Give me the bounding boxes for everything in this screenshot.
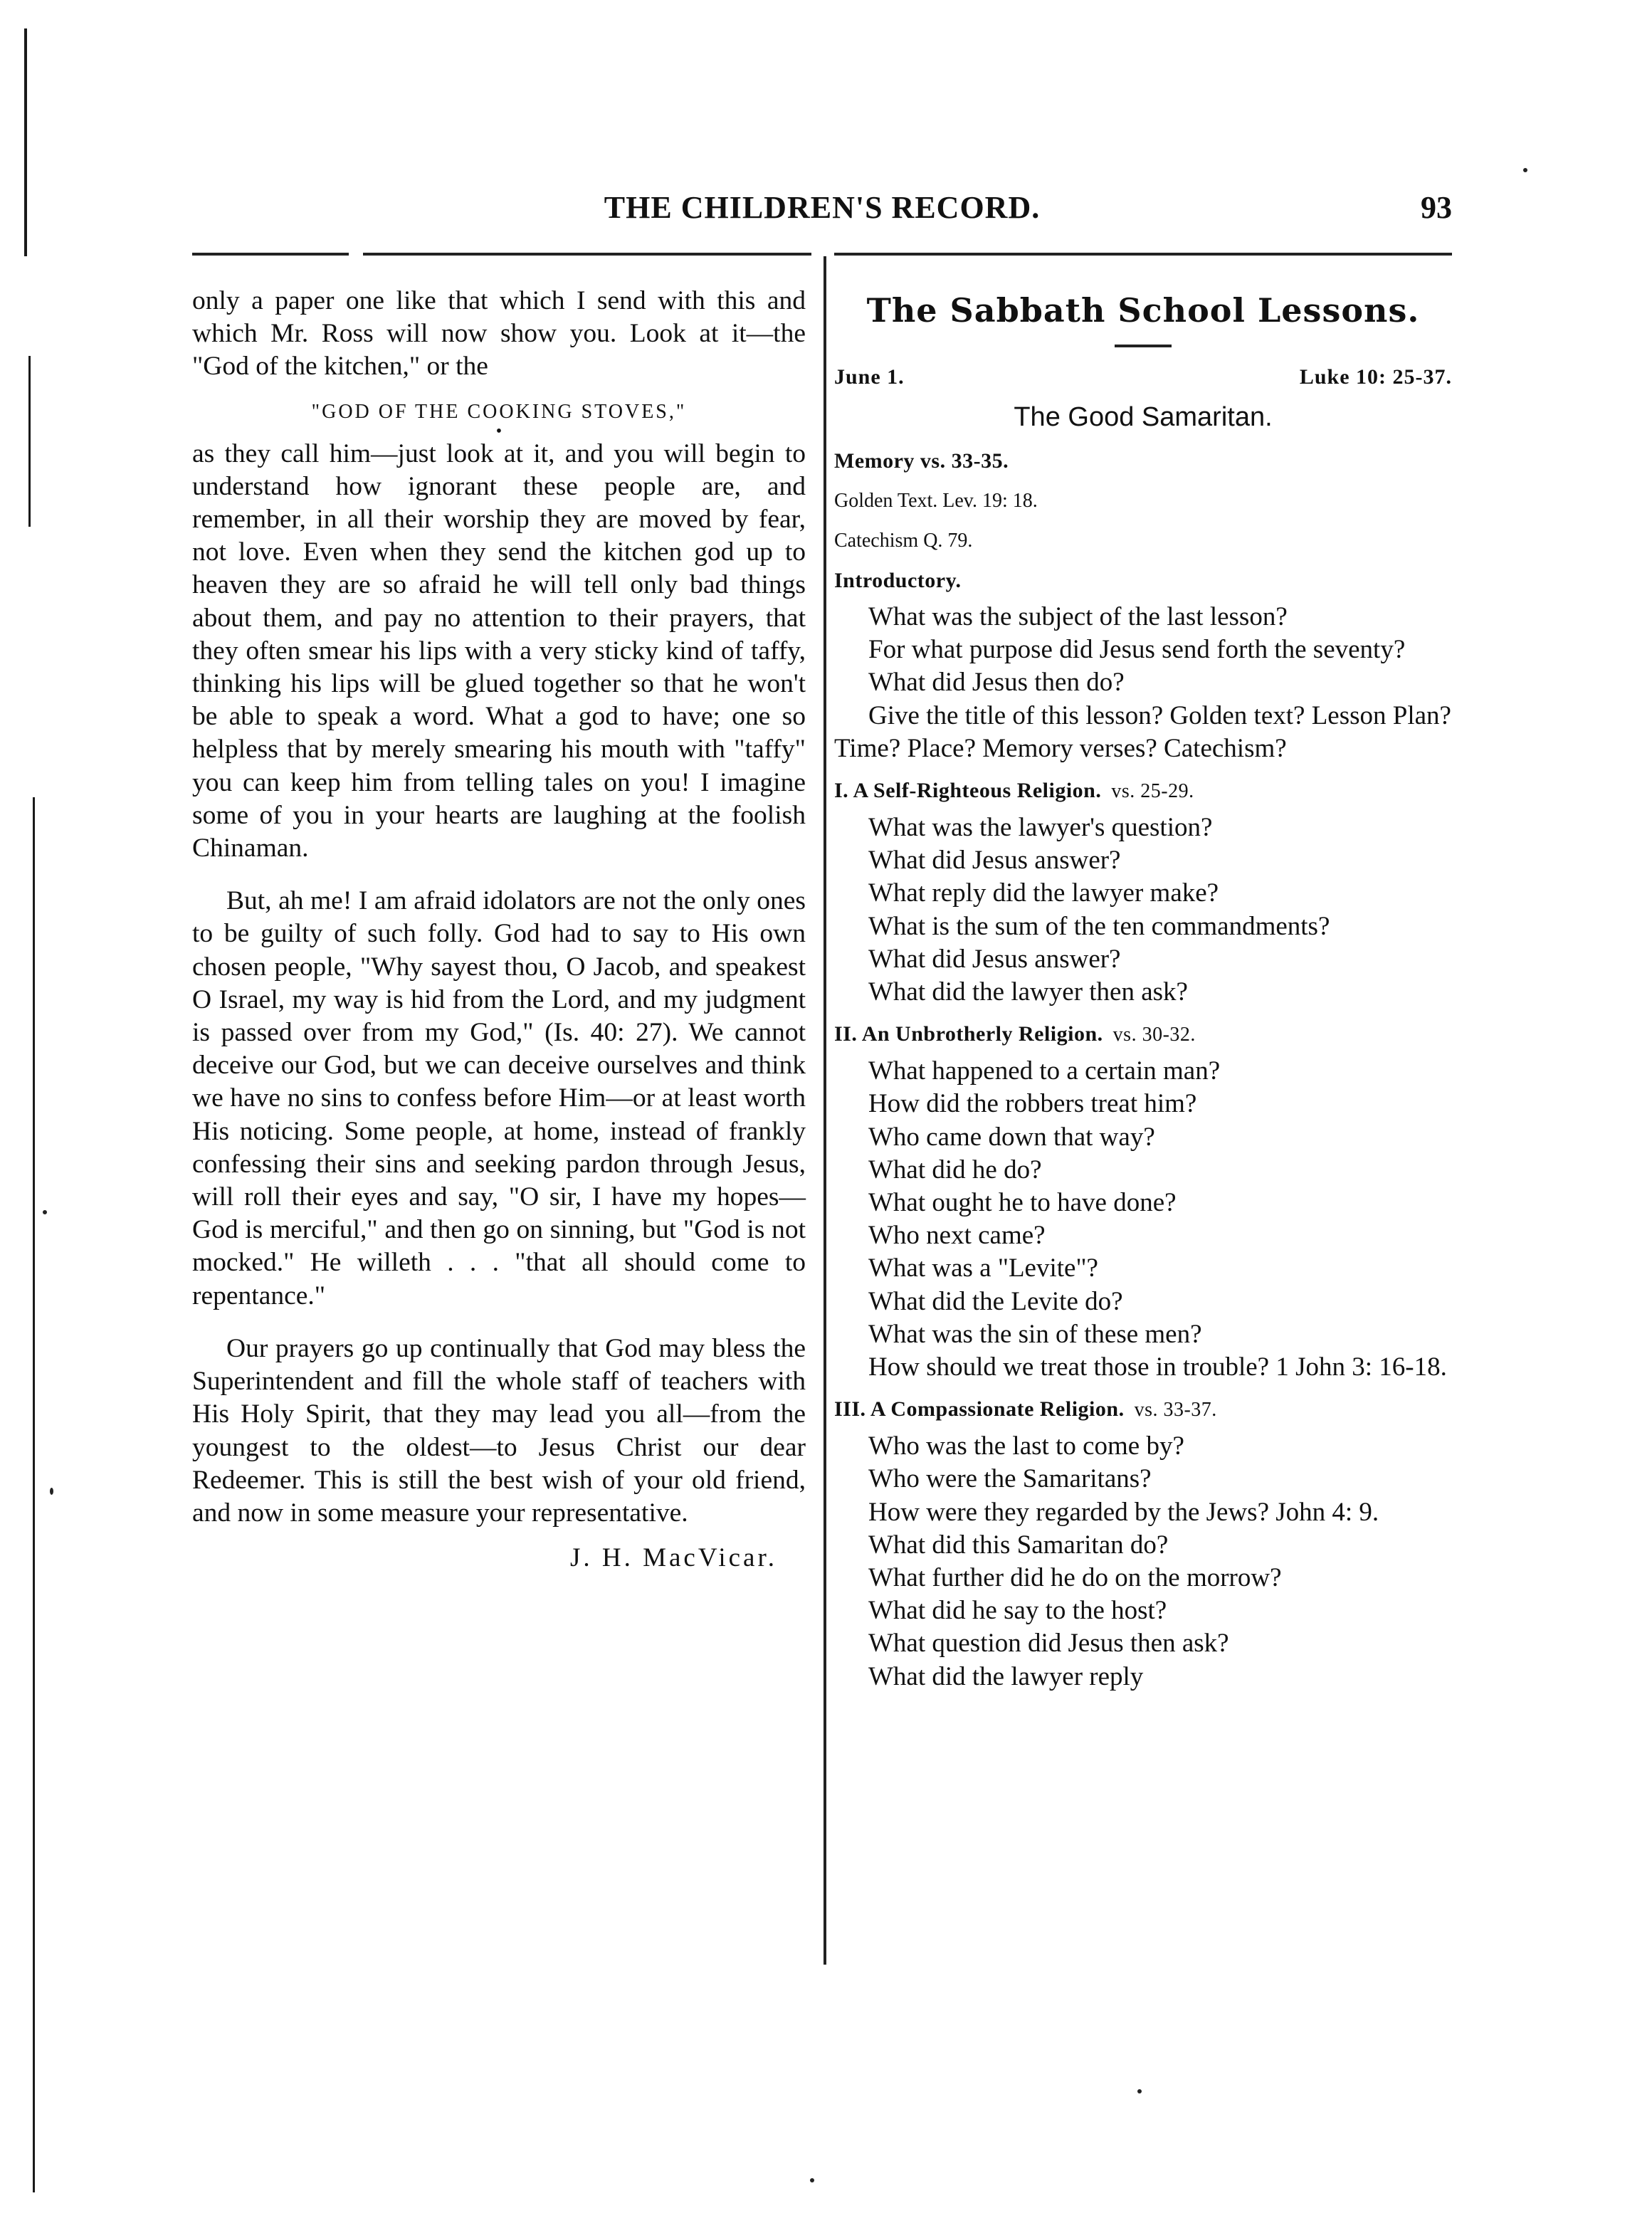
page-header xyxy=(192,186,1452,236)
question: What did the Levite do? xyxy=(868,1286,1123,1316)
lesson-title: The Good Samaritan. xyxy=(1014,402,1273,432)
question: What did Jesus answer? xyxy=(868,944,1121,974)
introductory-questions xyxy=(834,601,1452,765)
dot-ornament: • xyxy=(495,421,503,441)
introductory-heading: Introductory. xyxy=(834,569,962,592)
right-column xyxy=(834,285,1452,1703)
letter-paragraph-2: as they call him—just look at it, and you will begin to understand how ignorant these people are, and remember, in all their worship they are moved by fear, not love. Even when they send the kitchen god up to heaven they are so afraid he will tell only bad things about them, and pay no attention to their prayers, that they often smear his lips with a very sticky kind of taffy, thinking his lips will be glued together so that he won't be able to speak a word. What a god to have; one so helpless that by merely smearing his mouth with "taffy" you can keep him from telling tales on you! I imagine some of you in your hearts are laughing at the foolish Chinaman. xyxy=(192,438,806,863)
question: What is the sum of the ten commandments? xyxy=(868,911,1330,941)
question: Give the title of this lesson? Golden text? Lesson Plan? Time? Place? Memory verses? Catechism? xyxy=(834,700,1451,763)
catechism: Catechism Q. 79. xyxy=(834,530,973,552)
question: What was the lawyer's question? xyxy=(868,813,1213,843)
question: What did he say to the host? xyxy=(868,1596,1167,1626)
question: What further did he do on the morrow? xyxy=(868,1563,1282,1593)
letter-paragraph-4: Our prayers go up continually that God may bless the Superintendent and fill the whole staff of teachers with His Holy Spirit, that they may lead you all—from the youngest to the oldest—to Jesus Christ our dear Redeemer. This is still the best wish of your old friend, and now in some measure your representative. xyxy=(192,1333,806,1528)
page-number: 93 xyxy=(1421,190,1452,225)
section-heading-2: II. An Unbrotherly Religion. vs. 30-32. xyxy=(834,1022,1196,1046)
caps-heading-line: "GOD OF THE COOKING STOVES," xyxy=(311,400,687,423)
question: What did he do? xyxy=(868,1155,1042,1184)
section-2-questions xyxy=(834,1055,1452,1384)
left-column xyxy=(192,285,806,1573)
question: What was the sin of these men? xyxy=(868,1319,1202,1349)
question: Who came down that way? xyxy=(868,1122,1155,1152)
question: What reply did the lawyer make? xyxy=(868,878,1219,908)
letter-paragraph-1: only a paper one like that which I send with this and which Mr. Ross will now show you. Look at it—the "God of the kitchen," or the xyxy=(192,286,806,382)
title-rule xyxy=(1115,345,1172,347)
lesson-date: June 1. xyxy=(834,365,905,389)
section-heading-1: I. A Self-Righteous Religion. vs. 25-29. xyxy=(834,779,1194,803)
scan-edge-mark xyxy=(33,797,35,2192)
question: What question did Jesus then ask? xyxy=(868,1629,1229,1659)
signature: J. H. MacVicar. xyxy=(569,1543,777,1573)
question: What did the lawyer reply xyxy=(868,1661,1144,1691)
lessons-section-title: The Sabbath School Lessons. xyxy=(866,291,1420,330)
question: What was a "Levite"? xyxy=(868,1254,1098,1283)
section-1-questions xyxy=(834,811,1452,1009)
section-3-questions xyxy=(834,1430,1452,1693)
memory-verses: Memory vs. 33-35. xyxy=(834,449,1009,473)
question: Who next came? xyxy=(868,1221,1046,1251)
lesson-meta-row xyxy=(834,362,1452,393)
question: For what purpose did Jesus send forth the seventy? xyxy=(868,635,1406,665)
letter-paragraph-3: But, ah me! I am afraid idolators are not the only ones to be guilty of such folly. God had to say to His own chosen people, "Why sayest thou, O Jacob, and speakest O Israel, my way is hid from the Lord, and my judgment is passed over from my God," (Is. 40: 27). We cannot deceive our God, but we can deceive ourselves and think we have no sins to confess before Him—or at least worth His noticing. Some people, at home, instead of frankly confessing their sins and seeking pardon through Jesus, will roll their eyes and say, "O sir, I have my hopes—God is merciful," and then go on sinning, but "God is not mocked." He willeth . . . "that all should come to repentance." xyxy=(192,886,806,1310)
scan-edge-mark xyxy=(24,28,27,256)
question: What did the lawyer then ask? xyxy=(868,977,1188,1007)
question: What ought he to have done? xyxy=(868,1188,1177,1218)
header-rule xyxy=(363,253,811,256)
question: What did Jesus answer? xyxy=(868,846,1121,876)
question: What did this Samaritan do? xyxy=(868,1530,1169,1560)
scan-edge-mark xyxy=(28,356,31,527)
running-title: THE CHILDREN'S RECORD. xyxy=(604,190,1041,225)
question: Who were the Samaritans? xyxy=(868,1464,1152,1494)
section-heading-3: III. A Compassionate Religion. vs. 33-37. xyxy=(834,1397,1217,1422)
question: How should we treat those in trouble? 1 John 3: 16-18. xyxy=(868,1352,1447,1382)
question: Who was the last to come by? xyxy=(868,1431,1184,1461)
question: What did Jesus then do? xyxy=(868,668,1125,698)
question: How did the robbers treat him? xyxy=(868,1089,1197,1119)
header-rule xyxy=(834,253,1452,256)
question: What happened to a certain man? xyxy=(868,1056,1221,1086)
golden-text: Golden Text. Lev. 19: 18. xyxy=(834,490,1038,512)
lesson-reference: Luke 10: 25-37. xyxy=(1299,365,1452,389)
question: How were they regarded by the Jews? John 4: 9. xyxy=(868,1497,1379,1527)
question: What was the subject of the last lesson? xyxy=(868,602,1288,631)
column-divider xyxy=(824,256,826,1965)
header-rule xyxy=(192,253,349,256)
